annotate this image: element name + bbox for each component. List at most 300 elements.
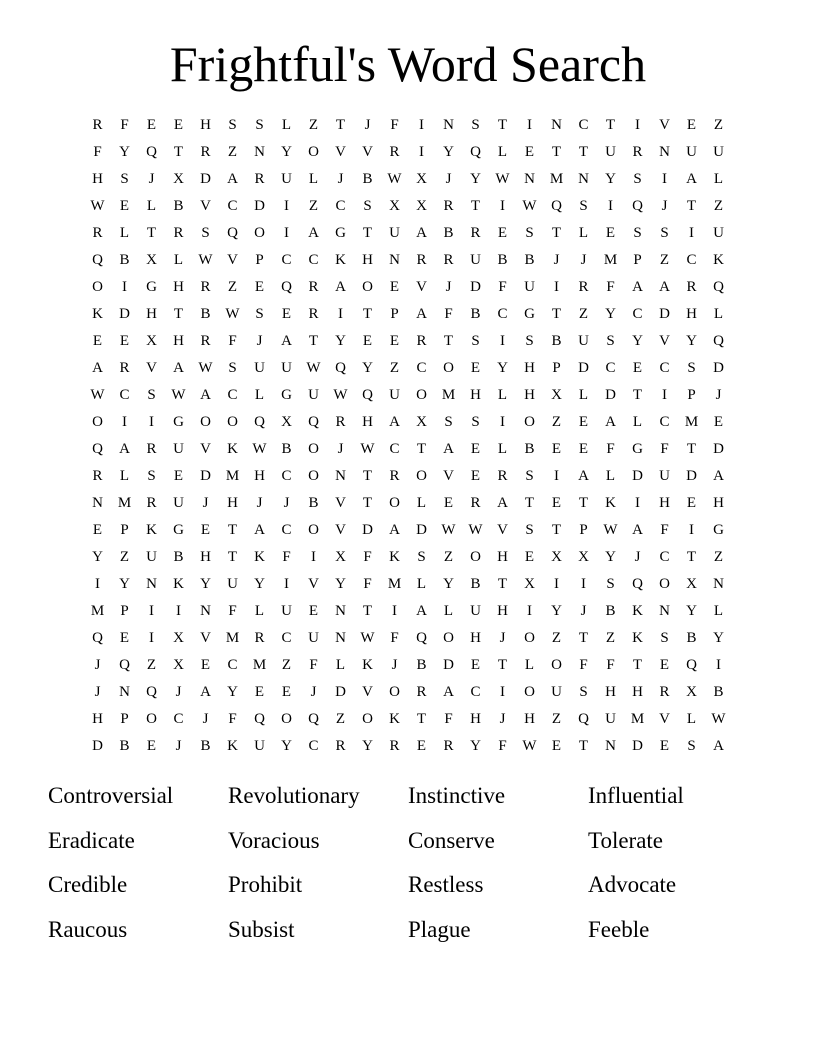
grid-letter: B	[416, 657, 427, 673]
grid-letter: O	[200, 414, 211, 430]
grid-letter: W	[90, 198, 105, 214]
grid-letter: L	[632, 414, 643, 430]
grid-letter: E	[686, 117, 697, 133]
grid-letter: D	[119, 306, 130, 322]
grid-letter: R	[578, 279, 589, 295]
grid-letter: C	[281, 522, 292, 538]
grid-letter: U	[389, 225, 400, 241]
grid-letter: T	[686, 198, 697, 214]
grid-letter: I	[581, 576, 586, 592]
grid-letter: T	[173, 144, 184, 160]
grid-letter: S	[147, 387, 156, 403]
grid-letter: Y	[443, 576, 454, 592]
grid-letter: C	[281, 468, 292, 484]
grid-letter: I	[176, 603, 181, 619]
grid-letter: Y	[227, 684, 238, 700]
grid-letter: H	[659, 495, 670, 511]
grid-letter: E	[524, 549, 535, 565]
grid-letter: U	[227, 576, 238, 592]
grid-letter: E	[578, 414, 589, 430]
grid-letter: Y	[335, 333, 346, 349]
grid-letter: N	[146, 576, 157, 592]
grid-letter: O	[416, 387, 427, 403]
grid-letter: R	[173, 225, 184, 241]
grid-letter: T	[227, 549, 238, 565]
grid-letter: D	[713, 441, 724, 457]
grid-letter: J	[202, 495, 209, 511]
grid-letter: T	[686, 549, 697, 565]
grid-letter: R	[659, 684, 670, 700]
grid-letter: J	[256, 495, 263, 511]
grid-letter: I	[554, 279, 559, 295]
word-list-item: Eradicate	[48, 827, 135, 853]
grid-letter: W	[711, 711, 726, 727]
grid-letter: E	[119, 333, 130, 349]
grid-letter: E	[389, 279, 400, 295]
grid-letter: I	[500, 333, 505, 349]
grid-letter: K	[335, 252, 346, 268]
grid-letter: J	[202, 711, 209, 727]
grid-letter: Y	[470, 738, 481, 754]
grid-letter: U	[389, 387, 400, 403]
grid-letter: Q	[578, 711, 589, 727]
grid-letter: W	[171, 387, 186, 403]
grid-letter: C	[389, 441, 400, 457]
grid-letter: I	[284, 198, 289, 214]
grid-letter: Q	[281, 279, 292, 295]
grid-letter: B	[200, 306, 211, 322]
grid-letter: S	[444, 414, 453, 430]
grid-letter: Q	[335, 360, 346, 376]
grid-letter: M	[684, 414, 699, 430]
grid-letter: Q	[146, 144, 157, 160]
grid-letter: V	[335, 495, 346, 511]
grid-letter: I	[338, 306, 343, 322]
grid-letter: A	[632, 279, 643, 295]
grid-letter: R	[254, 630, 265, 646]
grid-letter: F	[498, 279, 507, 295]
grid-letter: S	[633, 171, 642, 187]
grid-letter: F	[606, 657, 615, 673]
grid-letter: U	[605, 711, 616, 727]
grid-letter: L	[497, 441, 508, 457]
grid-letter: A	[200, 684, 211, 700]
grid-letter: Q	[632, 576, 643, 592]
grid-letter: Q	[416, 630, 427, 646]
grid-letter: L	[119, 468, 130, 484]
grid-letter: D	[713, 360, 724, 376]
grid-letter: O	[92, 414, 103, 430]
grid-letter: B	[173, 549, 184, 565]
grid-letter: J	[94, 684, 101, 700]
grid-letter: B	[119, 252, 130, 268]
grid-letter: E	[389, 333, 400, 349]
word-list-item: Raucous	[48, 916, 128, 942]
grid-letter: U	[713, 225, 724, 241]
grid-letter: C	[578, 117, 589, 133]
grid-letter: E	[119, 198, 130, 214]
grid-letter: B	[173, 198, 184, 214]
grid-letter: J	[337, 441, 344, 457]
grid-letter: V	[335, 144, 346, 160]
grid-letter: A	[578, 468, 589, 484]
grid-letter: G	[335, 225, 346, 241]
grid-letter: G	[173, 414, 184, 430]
grid-letter: H	[200, 549, 211, 565]
grid-letter: C	[281, 630, 292, 646]
grid-letter: A	[200, 387, 211, 403]
grid-letter: M	[90, 603, 105, 619]
grid-letter: V	[362, 144, 373, 160]
grid-letter: O	[308, 144, 319, 160]
grid-letter: I	[635, 495, 640, 511]
grid-letter: U	[659, 468, 670, 484]
grid-letter: B	[686, 630, 697, 646]
grid-letter: E	[173, 117, 184, 133]
grid-letter: R	[92, 468, 103, 484]
grid-letter: E	[470, 657, 481, 673]
grid-letter: A	[443, 441, 454, 457]
grid-letter: X	[551, 387, 562, 403]
grid-letter: T	[524, 495, 535, 511]
grid-letter: S	[660, 630, 669, 646]
grid-letter: E	[200, 522, 211, 538]
grid-letter: T	[308, 333, 319, 349]
grid-letter: L	[713, 171, 724, 187]
grid-letter: W	[333, 387, 348, 403]
grid-letter: F	[390, 630, 399, 646]
grid-letter: H	[92, 171, 103, 187]
grid-letter: P	[120, 522, 129, 538]
grid-letter: M	[549, 171, 564, 187]
word-list-item: Revolutionary	[228, 783, 360, 808]
grid-letter: I	[554, 576, 559, 592]
grid-letter: L	[416, 495, 427, 511]
grid-letter: N	[551, 117, 562, 133]
grid-letter: W	[225, 306, 240, 322]
grid-letter: L	[686, 711, 697, 727]
grid-letter: U	[173, 495, 184, 511]
grid-letter: J	[364, 117, 371, 133]
grid-letter: D	[200, 171, 211, 187]
grid-letter: X	[686, 576, 697, 592]
grid-letter: Q	[308, 414, 319, 430]
grid-letter: U	[308, 387, 319, 403]
word-list-item: Subsist	[228, 916, 295, 942]
grid-letter: F	[228, 603, 237, 619]
grid-letter: L	[578, 225, 589, 241]
grid-letter: J	[445, 279, 452, 295]
grid-letter: X	[551, 549, 562, 565]
grid-letter: B	[119, 738, 130, 754]
grid-letter: D	[254, 198, 265, 214]
grid-letter: L	[416, 576, 427, 592]
grid-letter: F	[444, 306, 453, 322]
grid-letter: X	[416, 198, 427, 214]
grid-letter: H	[632, 684, 643, 700]
grid-letter: F	[390, 117, 399, 133]
grid-letter: J	[445, 171, 452, 187]
grid-letter: V	[659, 333, 670, 349]
grid-letter: C	[497, 306, 508, 322]
grid-letter: Y	[686, 603, 697, 619]
grid-letter: E	[551, 441, 562, 457]
grid-letter: I	[716, 657, 721, 673]
grid-letter: P	[120, 603, 129, 619]
grid-letter: Z	[308, 198, 319, 214]
grid-letter: P	[633, 252, 642, 268]
grid-letter: Z	[659, 252, 670, 268]
grid-letter: B	[470, 306, 481, 322]
grid-letter: F	[606, 441, 615, 457]
grid-letter: R	[308, 279, 319, 295]
grid-letter: E	[362, 333, 373, 349]
grid-letter: E	[605, 225, 616, 241]
grid-letter: D	[92, 738, 103, 754]
grid-letter: G	[173, 522, 184, 538]
grid-letter: S	[606, 333, 615, 349]
grid-letter: O	[227, 414, 238, 430]
grid-letter: X	[416, 414, 427, 430]
grid-letter: S	[687, 738, 696, 754]
grid-letter: V	[200, 630, 211, 646]
grid-letter: X	[524, 576, 535, 592]
grid-letter: U	[470, 603, 481, 619]
grid-letter: K	[362, 657, 373, 673]
grid-letter: Y	[632, 333, 643, 349]
word-list	[48, 774, 768, 952]
grid-letter: E	[659, 657, 670, 673]
grid-letter: Q	[632, 198, 643, 214]
word-list-item: Voracious	[228, 827, 320, 853]
grid-letter: F	[93, 144, 102, 160]
grid-letter: E	[254, 279, 265, 295]
grid-letter: C	[281, 252, 292, 268]
grid-letter: A	[281, 333, 292, 349]
grid-letter: V	[416, 279, 427, 295]
grid-letter: N	[254, 144, 265, 160]
grid-letter: X	[335, 549, 346, 565]
grid-letter: I	[122, 279, 127, 295]
grid-letter: J	[661, 198, 668, 214]
grid-letter: N	[335, 630, 346, 646]
grid-letter: T	[173, 306, 184, 322]
word-list-item: Restless	[408, 872, 484, 897]
grid-letter: F	[363, 549, 372, 565]
grid-letter: H	[470, 387, 481, 403]
grid-letter: N	[92, 495, 103, 511]
grid-letter: R	[200, 333, 211, 349]
grid-letter: Q	[470, 144, 481, 160]
grid-letter: E	[470, 360, 481, 376]
grid-letter: A	[389, 522, 400, 538]
grid-letter: I	[635, 117, 640, 133]
grid-letter: E	[470, 441, 481, 457]
grid-letter: T	[146, 225, 157, 241]
grid-letter: P	[255, 252, 264, 268]
grid-letter: X	[173, 630, 184, 646]
grid-letter: T	[551, 225, 562, 241]
grid-letter: K	[173, 576, 184, 592]
grid-letter: V	[200, 441, 211, 457]
grid-letter: Z	[389, 360, 400, 376]
grid-letter: L	[524, 657, 535, 673]
word-list-item: Advocate	[588, 872, 677, 897]
grid-letter: Y	[362, 360, 373, 376]
grid-letter: U	[470, 252, 481, 268]
grid-letter: B	[524, 252, 535, 268]
grid-letter: O	[470, 549, 481, 565]
word-list-item: Influential	[588, 783, 684, 808]
grid-letter: R	[146, 495, 157, 511]
grid-letter: V	[497, 522, 508, 538]
grid-letter: Y	[551, 603, 562, 619]
grid-letter: M	[252, 657, 267, 673]
grid-letter: Q	[227, 225, 238, 241]
grid-letter: W	[495, 171, 510, 187]
grid-letter: T	[686, 441, 697, 457]
grid-letter: W	[603, 522, 618, 538]
grid-letter: E	[92, 333, 103, 349]
grid-letter: K	[92, 306, 103, 322]
grid-letter: Z	[227, 279, 238, 295]
grid-letter: E	[281, 306, 292, 322]
grid-letter: A	[92, 360, 103, 376]
grid-letter: S	[606, 576, 615, 592]
grid-letter: A	[659, 279, 670, 295]
grid-letter: M	[387, 576, 402, 592]
grid-letter: I	[419, 144, 424, 160]
grid-letter: T	[443, 333, 454, 349]
grid-letter: O	[254, 225, 265, 241]
grid-letter: D	[578, 360, 589, 376]
grid-letter: J	[283, 495, 290, 511]
grid-letter: D	[416, 522, 427, 538]
grid-letter: F	[120, 117, 129, 133]
grid-letter: E	[524, 144, 535, 160]
grid-letter: O	[524, 684, 535, 700]
grid-letter: E	[443, 495, 454, 511]
grid-letter: I	[662, 171, 667, 187]
grid-letter: O	[308, 441, 319, 457]
grid-letter: O	[146, 711, 157, 727]
grid-letter: Y	[119, 144, 130, 160]
grid-letter: C	[686, 252, 697, 268]
grid-letter: N	[119, 684, 130, 700]
grid-letter: E	[578, 441, 589, 457]
grid-letter: V	[227, 252, 238, 268]
grid-letter: K	[632, 603, 643, 619]
grid-letter: T	[551, 144, 562, 160]
grid-letter: Q	[254, 711, 265, 727]
grid-letter: E	[146, 738, 157, 754]
grid-letter: F	[309, 657, 318, 673]
grid-letter: Z	[335, 711, 346, 727]
grid-letter: Y	[254, 576, 265, 592]
grid-letter: B	[497, 252, 508, 268]
grid-letter: I	[527, 603, 532, 619]
grid-letter: U	[281, 360, 292, 376]
grid-letter: V	[146, 360, 157, 376]
grid-letter: C	[659, 549, 670, 565]
grid-letter: I	[419, 117, 424, 133]
grid-letter: V	[335, 522, 346, 538]
grid-letter: Q	[146, 684, 157, 700]
grid-letter: A	[686, 171, 697, 187]
grid-letter: R	[497, 468, 508, 484]
grid-letter: P	[552, 360, 561, 376]
grid-letter: R	[416, 252, 427, 268]
grid-letter: S	[471, 414, 480, 430]
grid-letter: I	[689, 522, 694, 538]
grid-letter: Y	[92, 549, 103, 565]
grid-letter: S	[201, 225, 210, 241]
grid-letter: A	[416, 306, 427, 322]
grid-letter: I	[500, 414, 505, 430]
grid-letter: O	[308, 522, 319, 538]
grid-letter: H	[470, 711, 481, 727]
grid-letter: T	[362, 306, 373, 322]
grid-letter: L	[497, 144, 508, 160]
grid-letter: Q	[686, 657, 697, 673]
grid-letter: T	[578, 495, 589, 511]
grid-letter: T	[227, 522, 238, 538]
grid-letter: F	[606, 279, 615, 295]
grid-letter: L	[335, 657, 346, 673]
grid-letter: A	[254, 522, 265, 538]
grid-letter: Q	[713, 333, 724, 349]
grid-letter: H	[362, 414, 373, 430]
grid-letter: T	[362, 603, 373, 619]
grid-letter: Q	[551, 198, 562, 214]
grid-letter: E	[686, 495, 697, 511]
grid-letter: R	[308, 306, 319, 322]
grid-letter: L	[578, 387, 589, 403]
grid-letter: Q	[713, 279, 724, 295]
grid-letter: M	[441, 387, 456, 403]
grid-letter: T	[497, 657, 508, 673]
grid-letter: A	[605, 414, 616, 430]
grid-letter: H	[146, 306, 157, 322]
grid-letter: Y	[281, 738, 292, 754]
grid-letter: B	[200, 738, 211, 754]
grid-letter: Y	[281, 144, 292, 160]
grid-letter: S	[255, 306, 264, 322]
grid-letter: N	[524, 171, 535, 187]
grid-letter: R	[254, 171, 265, 187]
grid-letter: F	[228, 333, 237, 349]
grid-letter: U	[524, 279, 535, 295]
grid-letter: A	[119, 441, 130, 457]
grid-letter: T	[335, 117, 346, 133]
grid-letter: L	[713, 603, 724, 619]
grid-letter: J	[256, 333, 263, 349]
grid-letter: I	[284, 225, 289, 241]
grid-letter: F	[660, 522, 669, 538]
grid-letter: U	[281, 171, 292, 187]
grid-letter: Z	[605, 630, 616, 646]
grid-letter: Y	[443, 144, 454, 160]
grid-letter: K	[389, 549, 400, 565]
grid-letter: L	[281, 117, 292, 133]
grid-letter: D	[659, 306, 670, 322]
grid-letter: J	[715, 387, 722, 403]
grid-letter: N	[389, 252, 400, 268]
grid-letter: H	[470, 630, 481, 646]
grid-letter: Y	[713, 630, 724, 646]
grid-letter: Q	[92, 252, 103, 268]
grid-letter: S	[579, 684, 588, 700]
